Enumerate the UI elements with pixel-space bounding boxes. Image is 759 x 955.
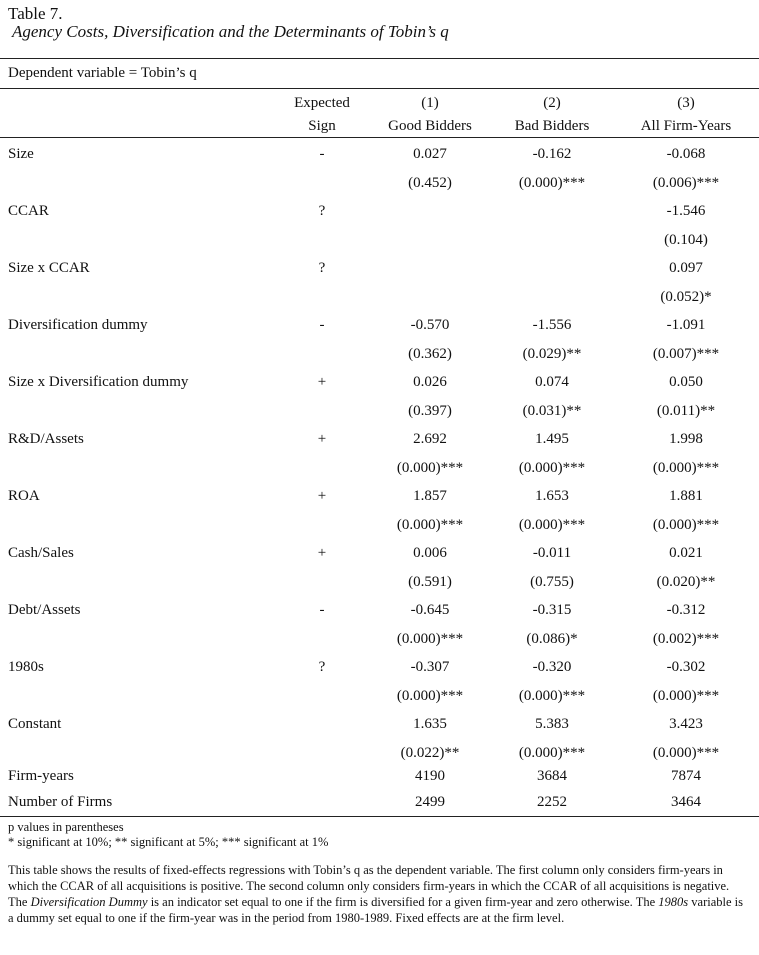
coef-col2: -0.011 [532, 545, 572, 561]
pvalue-col3: (0.104) [664, 232, 708, 248]
table-subtitle: Agency Costs, Diversification and the Determinants of Tobin’s q [12, 22, 449, 41]
pvalue-col2: (0.755) [530, 574, 574, 590]
num-firms-col2: 2252 [537, 794, 567, 810]
description-part-2: is an indicator set equal to one if the firm is diversified for a given firm-year and zero otherwise. The [147, 895, 659, 909]
pvalue-col1: (0.452) [408, 175, 452, 191]
sign: + [317, 545, 327, 561]
header-col1-line2: Good Bidders [388, 118, 472, 134]
sign: - [319, 146, 325, 162]
description-term-diversification: Diversification Dummy [30, 895, 148, 909]
pvalue-col2: (0.000)*** [518, 745, 586, 761]
pvalue-col2: (0.029)** [522, 346, 582, 362]
num-firms-col1: 2499 [415, 794, 445, 810]
coef-col2: -0.162 [532, 146, 572, 162]
sign: ? [318, 659, 326, 675]
variable-name: Constant [8, 716, 62, 732]
rule-table-bottom [0, 816, 759, 817]
coef-col2: 1.653 [535, 488, 569, 504]
coef-col3: 1.881 [669, 488, 703, 504]
firm-years-col2: 3684 [537, 768, 567, 784]
rule-header-bottom [0, 137, 759, 138]
coef-col1: 1.857 [413, 488, 447, 504]
pvalue-col1: (0.000)*** [396, 460, 464, 476]
pvalue-col3: (0.000)*** [652, 688, 720, 704]
note-p-values: p values in parentheses [8, 820, 124, 834]
sign: - [319, 602, 325, 618]
variable-name: 1980s [8, 659, 44, 675]
coef-col3: -1.546 [666, 203, 706, 219]
rule-top [0, 58, 759, 59]
pvalue-col1: (0.022)** [400, 745, 460, 761]
coef-col1: 0.026 [413, 374, 447, 390]
coef-col2: 5.383 [535, 716, 569, 732]
num-firms-col3: 3464 [671, 794, 701, 810]
sign: ? [318, 260, 326, 276]
variable-name: Diversification dummy [8, 317, 148, 333]
coef-col3: 3.423 [669, 716, 703, 732]
sign: + [317, 431, 327, 447]
coef-col2: 1.495 [535, 431, 569, 447]
sign: + [317, 374, 327, 390]
coef-col1: 0.027 [413, 146, 447, 162]
header-col2-line2: Bad Bidders [514, 118, 590, 134]
pvalue-col3: (0.000)*** [652, 745, 720, 761]
pvalue-col1: (0.591) [408, 574, 452, 590]
pvalue-col3: (0.007)*** [652, 346, 720, 362]
coef-col1: 2.692 [413, 431, 447, 447]
pvalue-col3: (0.000)*** [652, 460, 720, 476]
pvalue-col2: (0.031)** [522, 403, 582, 419]
header-sign-line1: Expected [294, 95, 350, 111]
header-col3-line1: (3) [677, 95, 695, 111]
header-col2-line1: (2) [543, 95, 561, 111]
coef-col2: -0.320 [532, 659, 572, 675]
variable-name: Cash/Sales [8, 545, 74, 561]
coef-col3: 0.097 [669, 260, 703, 276]
header-col3-line2: All Firm-Years [640, 118, 732, 134]
num-firms-label: Number of Firms [8, 794, 113, 810]
firm-years-col3: 7874 [671, 768, 701, 784]
note-significance: * significant at 10%; ** significant at 5%; *** significant at 1% [8, 835, 329, 849]
rule-header-top [0, 88, 759, 89]
pvalue-col1: (0.397) [408, 403, 452, 419]
coef-col3: 0.050 [669, 374, 703, 390]
coef-col3: -1.091 [666, 317, 706, 333]
variable-name: Size x CCAR [8, 260, 90, 276]
variable-name: Size x Diversification dummy [8, 374, 189, 390]
pvalue-col1: (0.000)*** [396, 631, 464, 647]
coef-col3: 0.021 [669, 545, 703, 561]
table-title: Table 7. [8, 4, 63, 23]
description-part-1: This table shows the results of fixed-effects regressions with Tobin’s q as the dependent variable. The first column only considers firm-years in which the CCAR of all acquisitions is positive. The second column only considers firm-years in which the CCAR of all acquisitions is negative. The [8, 863, 730, 909]
pvalue-col1: (0.362) [408, 346, 452, 362]
coef-col1: -0.645 [410, 602, 450, 618]
coef-col3: -0.302 [666, 659, 706, 675]
variable-name: Size [8, 146, 34, 162]
pvalue-col2: (0.000)*** [518, 517, 586, 533]
coef-col2: -0.315 [532, 602, 572, 618]
sign: + [317, 488, 327, 504]
coef-col3: -0.068 [666, 146, 706, 162]
variable-name: CCAR [8, 203, 49, 219]
coef-col1: -0.307 [410, 659, 450, 675]
dependent-variable-label: Dependent variable = Tobin’s q [8, 65, 197, 81]
pvalue-col3: (0.052)* [660, 289, 712, 305]
firm-years-label: Firm-years [8, 768, 74, 784]
variable-name: R&D/Assets [8, 431, 84, 447]
header-col1-line1: (1) [421, 95, 439, 111]
header-sign-line2: Sign [308, 118, 336, 134]
pvalue-col3: (0.011)** [656, 403, 716, 419]
sign: - [319, 317, 325, 333]
coef-col2: -1.556 [532, 317, 572, 333]
pvalue-col2: (0.000)*** [518, 460, 586, 476]
description-term-1980s: 1980s [658, 895, 689, 909]
table-description [8, 862, 748, 926]
variable-name: ROA [8, 488, 40, 504]
pvalue-col3: (0.000)*** [652, 517, 720, 533]
pvalue-col2: (0.000)*** [518, 688, 586, 704]
coef-col1: 1.635 [413, 716, 447, 732]
sign: ? [318, 203, 326, 219]
coef-col3: 1.998 [669, 431, 703, 447]
coef-col1: -0.570 [410, 317, 450, 333]
pvalue-col3: (0.006)*** [652, 175, 720, 191]
description-part-3: variable is a dummy set equal to one if the firm-year was in the period from 1980-1989. Fixed effects are at the firm level. [8, 895, 743, 925]
pvalue-col1: (0.000)*** [396, 688, 464, 704]
pvalue-col3: (0.020)** [656, 574, 716, 590]
coef-col2: 0.074 [535, 374, 569, 390]
coef-col3: -0.312 [666, 602, 706, 618]
firm-years-col1: 4190 [415, 768, 445, 784]
pvalue-col2: (0.000)*** [518, 175, 586, 191]
coef-col1: 0.006 [413, 545, 447, 561]
pvalue-col1: (0.000)*** [396, 517, 464, 533]
variable-name: Debt/Assets [8, 602, 81, 618]
pvalue-col2: (0.086)* [526, 631, 578, 647]
pvalue-col3: (0.002)*** [652, 631, 720, 647]
